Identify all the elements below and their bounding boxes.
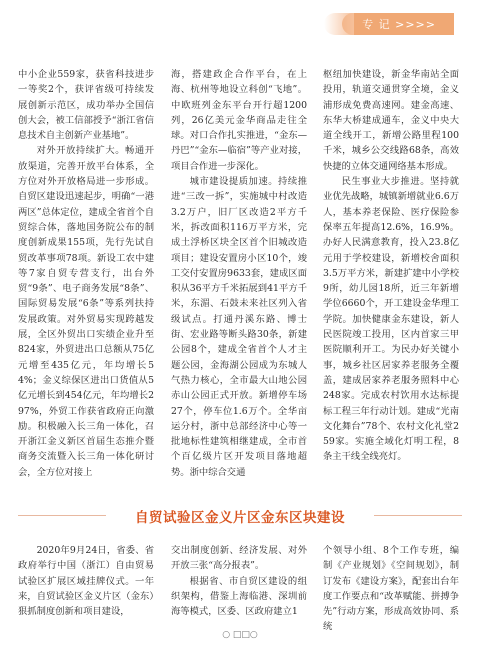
article-title-bar — [0, 504, 480, 528]
text-column-2 — [171, 543, 307, 619]
paragraph: 对外开放持续扩大。畅通开放渠道，完善开放平台体系，全方位对外开放格局进一步形成。自贸区建设迅速起步，明确“一港两区”总体定位，建成全省首个自贸综合体，落地国务院公布的制度创新成果155项，先行先试自贸改革事项78项。新设工农中建等7家自贸专营支行，出台外贸“9条”、电子商务发展“8条”、国际贸易发展“6条”等系列扶持发展政策。对外贸易实现跨越发展，全区外贸出口实绩企业升至824家，外贸进出口总额从75亿元增至435亿元，年均增长54%；金义综保区进出口货值从5亿元增长到454亿元，年均增长297%，外贸工作获省政府正向激励。积极融入长三角一体化，召开浙江金义新区首届生态推介暨商务交流暨入长三角一体化研讨会，全方位对接上 — [18, 145, 154, 478]
page-header — [0, 0, 480, 52]
paragraph: 枢纽加快建设，新金华南站全面投用，轨道交通贯穿全境，金义浦形成免费高速网。建金高速、东华大桥建成通车，金义中央大道全线开工，新增公路里程100千米，城乡公交线路68条，高效快捷的立体交通网络基本形成。 — [323, 69, 459, 172]
text-column-2 — [171, 67, 307, 480]
article-title: 自贸试验区金义片区金东区块建设 — [135, 510, 345, 526]
section-tab — [342, 13, 454, 35]
paragraph: 中小企业559家，获省科技进步一等奖2个，获评省级可持续发展创新示范区，成功举办全国信创大会，被工信部授予“浙江省信息技术自主创新产业基地”。 — [18, 69, 154, 142]
page-number: ○ □□○ — [222, 630, 258, 640]
paragraph: 交出制度创新、经济发展、对外开放三张“高分报表”。 — [171, 545, 307, 572]
section-label: 专 记 >>>> — [362, 18, 436, 31]
paragraph: 民生事业大步推进。坚持就业优先战略，城镇新增就业6.6万人，基本养老保险、医疗保险参保率五年提高12.6%，16.9%。办好人民满意教育，投入23.8亿元用于学校建设，新增校舍面积3.5万平方米，新建扩建中小学校9所，幼儿园18所，近三年新增学位6660个，开工建设金华理工学院。加快健康金东建设，新人民医院竣工投用，区内首家三甲医院顺利开工。为民办好关键小事，城乡社区居家养老服务全覆盖，建成居家养老服务照料中心248家。完成农村饮用水达标提标工程三年行动计划。建成“光南文化舞台”78个、农村文化礼堂259家。实施全域化灯明工程，8条主干线全线亮灯。 — [323, 176, 459, 463]
text-column-1 — [18, 67, 154, 480]
title-divider-right — [374, 515, 462, 516]
paragraph: 海，搭建政企合作平台，在上海、杭州等地设立科创“飞地”。中欧班列金东平台开行超1200列，26亿美元金华商品走往全球。对口合作扎实推进，“金东—丹巴”“金东—临宿”等产业对接，项目合作进一步深化。 — [171, 69, 307, 172]
paragraph: 2020年9月24日，省委、省政府举行中国（浙江）自由贸易试验区扩展区域挂牌仪式。一年来，自贸试验区金义片区（金东）狠抓制度创新和项目建设， — [18, 545, 154, 618]
text-column-3 — [323, 67, 459, 465]
bottom-text-columns — [18, 543, 462, 633]
paragraph: 城市建设提质加速。持续推进“三改一拆”，实施城中村改造3.2万户，旧厂区改造2平方千米，拆改面积116万平方米，完成土浮桥区块全区首个旧城改造项目；建设安置房小区10个，竣工交付安置房9633套，建成区面积从36平方千米拓展到41平方千米，东湄、石鼓未来社区列入省级试点。打通丹溪东路、博士街、宏业路等断头路30条，新建公园8个，建成全省首个人才主题公园，金海湖公园成为东城人气热力核心，全市最大山地公园赤山公园正式开放。新增停车场27个，停车位1.6万个。全华亩运分村，浙中总部经济中心等一批地标性建筑相继建成，全市首个百亿级片区开发项目落地超势。浙中综合交通 — [171, 176, 307, 478]
paragraph: 个领导小组、8个工作专班，编制《产业规划》《空间规划》，制订发布《建设方案》，配套出台年度工作要点和“改革赋能、拼搏争先”行动方案，形成高效协同、系统 — [323, 545, 459, 633]
top-text-columns — [18, 67, 462, 485]
text-column-3 — [323, 543, 459, 635]
text-column-1 — [18, 543, 154, 619]
paragraph: 根据省、市自贸区建设的组织架构，借鉴上海临港、深圳前海等模式，区委、区政府建立1 — [171, 575, 307, 618]
